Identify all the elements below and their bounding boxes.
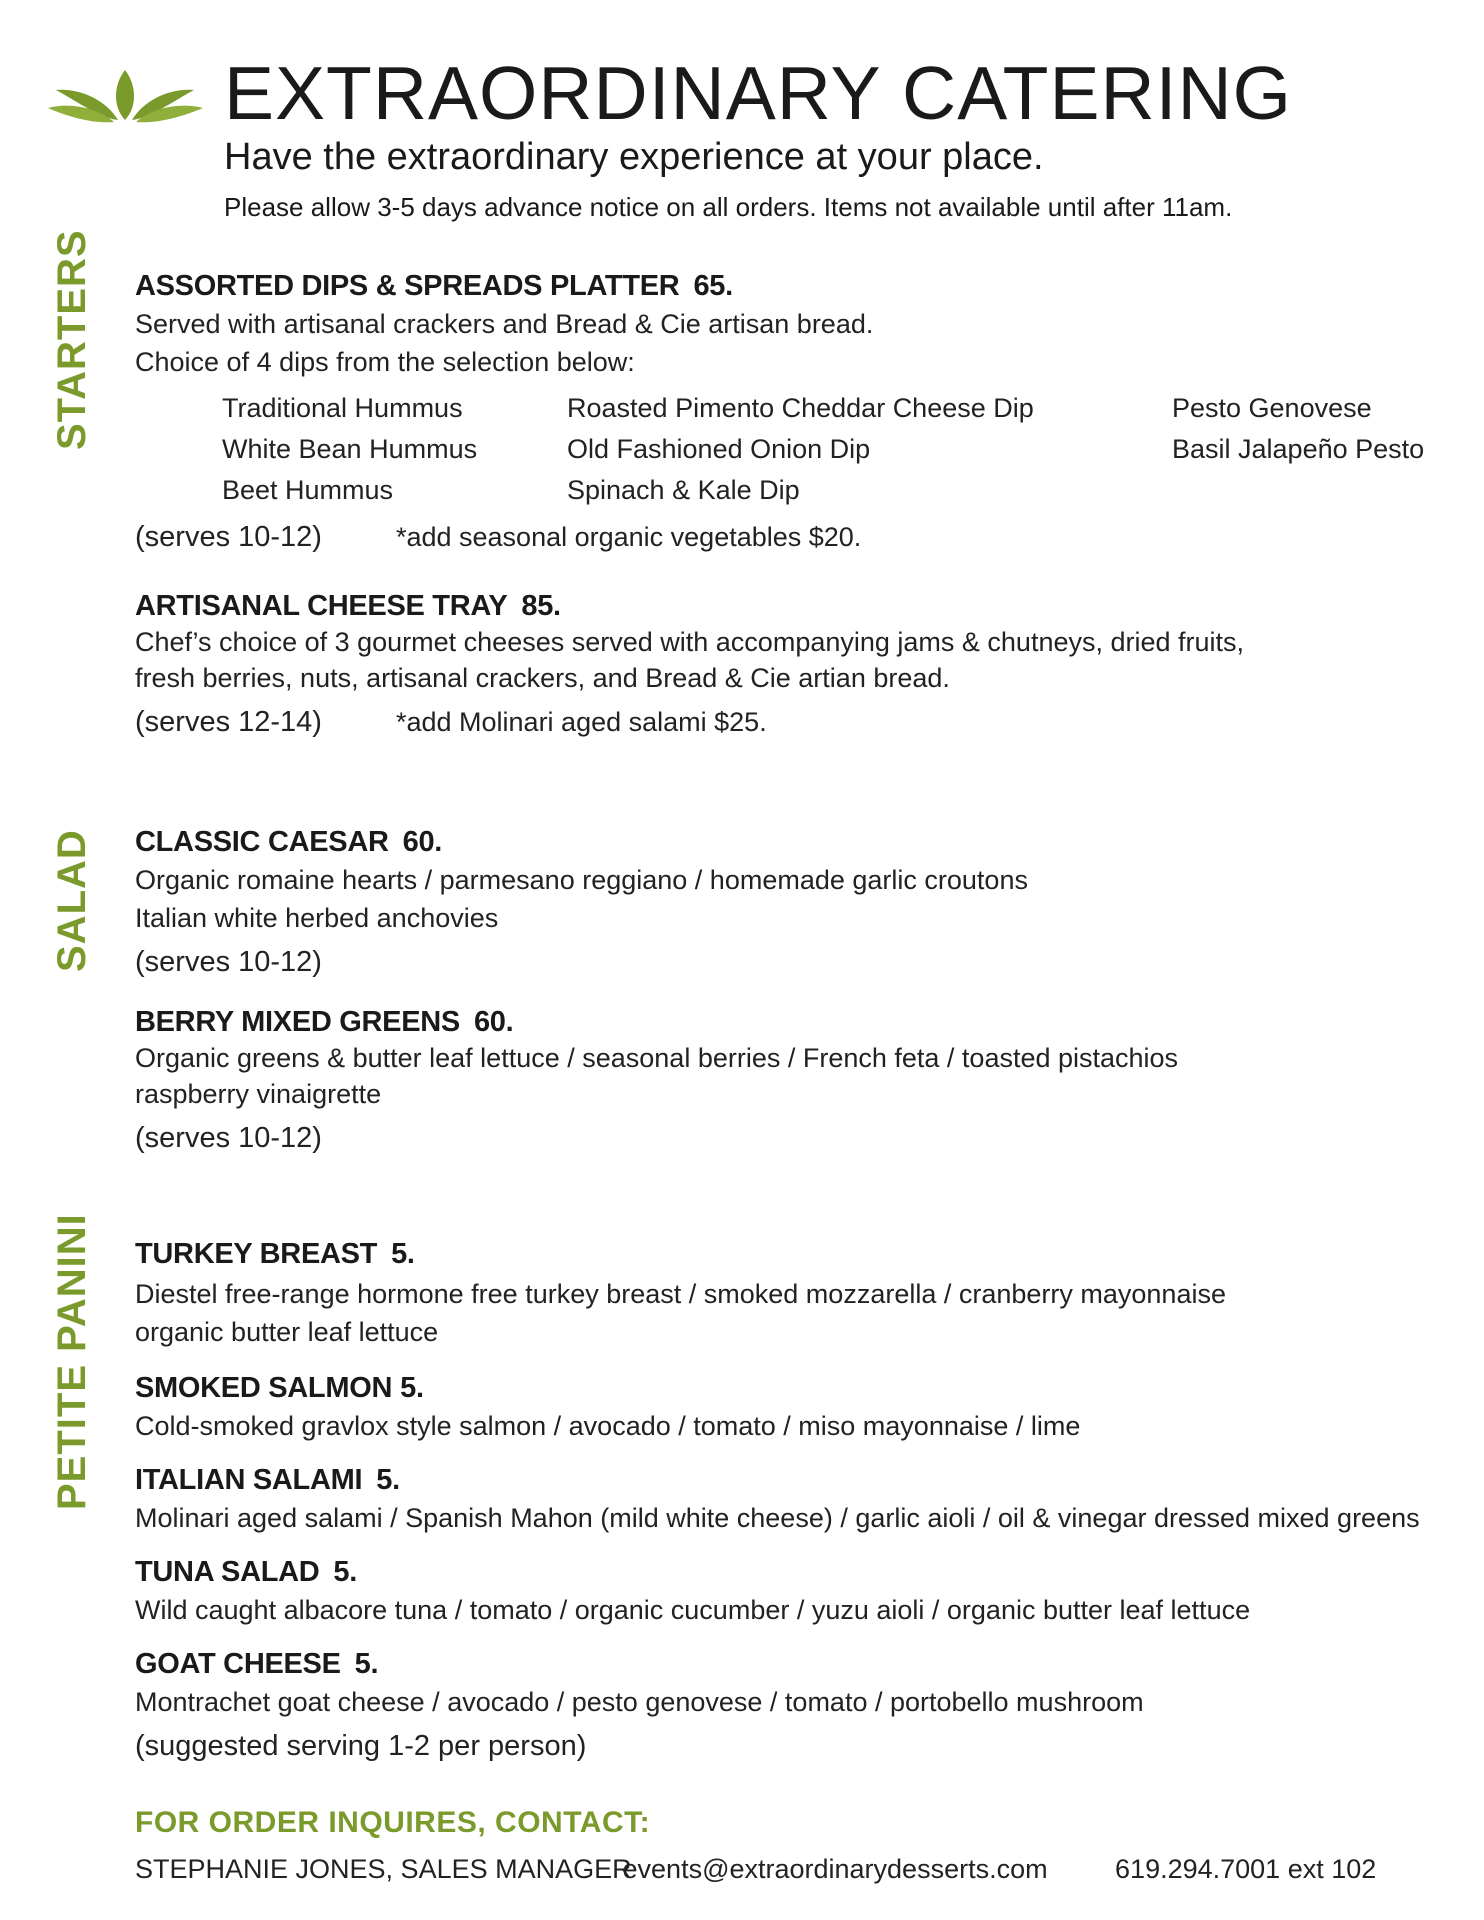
item-name: SMOKED SALMON [135,1372,393,1404]
item-price: 5. [376,1464,400,1496]
item-name: ARTISANAL CHEESE TRAY [135,590,508,622]
salami-item [135,1462,1455,1536]
item-name: GOAT CHEESE [135,1648,341,1680]
serves-count: (serves 10-12) [135,1122,322,1154]
item-price: 5. [333,1556,358,1588]
serves-count: (serves 12-14) [135,706,322,738]
turkey-item [135,1236,1455,1350]
item-title [135,824,1455,860]
item-description: raspberry vinaigrette [135,1079,382,1109]
item-name: CLASSIC CAESAR [135,826,389,858]
item-name: ASSORTED DIPS & SPREADS PLATTER [135,270,680,302]
item-price: 85. [521,590,561,622]
goat-cheese-item [135,1646,1455,1766]
page-title: EXTRAORDINARY CATERING [224,51,1293,135]
item-description: Wild caught albacore tuna / tomato / organic cucumber / yuzu aioli / organic butter leaf lettuce [135,1595,1251,1625]
serves-line [135,517,1455,557]
item-title [135,1236,1455,1272]
item-price: 60. [402,826,443,858]
cheese-tray-item [135,588,1455,742]
advance-notice: Please allow 3-5 days advance notice on all orders. Items not available until after 11am. [224,192,1233,222]
dip-option: Pesto Genovese [1172,393,1372,423]
item-price: 65. [693,270,733,302]
dip-option: Traditional Hummus [222,393,463,423]
tuna-item [135,1554,1455,1628]
item-description: Choice of 4 dips from the selection below: [135,347,635,377]
section-label-starters: STARTERS [50,229,94,450]
item-price: 5. [354,1648,379,1680]
addon-note: *add seasonal organic vegetables $20. [395,522,862,552]
tagline: Have the extraordinary experience at your place. [224,136,1044,178]
item-description: Diestel free-range hormone free turkey breast / smoked mozzarella / cranberry mayonnaise [135,1279,1226,1309]
item-description: Organic romaine hearts / parmesano reggiano / homemade garlic croutons [135,865,1028,895]
contact-email[interactable]: events@extraordinarydesserts.com [622,1854,1048,1884]
salmon-item [135,1370,1455,1444]
dip-selection-list [222,388,1455,511]
caesar-item [135,824,1455,982]
item-description: Cold-smoked gravlox style salmon / avocado / tomato / miso mayonnaise / lime [135,1411,1081,1441]
dip-option: White Bean Hummus [222,434,478,464]
section-label-salad: SALAD [50,829,94,972]
dip-option: Old Fashioned Onion Dip [567,434,871,464]
dip-option: Spinach & Kale Dip [567,475,800,505]
item-title [135,1462,1455,1498]
item-title [135,588,1455,624]
contact-row [135,1854,1376,1885]
item-description: Italian white herbed anchovies [135,903,499,933]
dip-option: Beet Hummus [222,475,394,505]
item-title [135,268,1455,304]
item-name: TURKEY BREAST [135,1238,378,1270]
item-description: Montrachet goat cheese / avocado / pesto genovese / tomato / portobello mushroom [135,1687,1144,1717]
item-description: Molinari aged salami / Spanish Mahon (mild white cheese) / garlic aioli / oil & vinegar dressed mixed greens [135,1503,1420,1533]
item-title [135,1004,1455,1040]
dips-platter-item [135,268,1455,557]
item-name: BERRY MIXED GREENS [135,1006,460,1038]
dip-option: Basil Jalapeño Pesto [1172,434,1425,464]
item-name: TUNA SALAD [135,1556,320,1588]
serves-count: (serves 10-12) [135,521,322,553]
serves-count: (serves 10-12) [135,946,322,978]
section-label-panini: PETITE PANINI [50,1213,94,1510]
berry-greens-item [135,1004,1455,1158]
item-description: Served with artisanal crackers and Bread & Cie artisan bread. [135,309,874,339]
item-description: fresh berries, nuts, artisanal crackers, and Bread & Cie artian bread. [135,663,950,693]
item-title [135,1554,1455,1590]
item-name: ITALIAN SALAMI [135,1464,363,1496]
contact-phone[interactable]: 619.294.7001 ext 102 [1115,1854,1377,1884]
item-title [135,1646,1455,1682]
item-price: 60. [473,1006,514,1038]
item-description: Chef’s choice of 3 gourmet cheeses served with accompanying jams & chutneys, dried fruits, [135,627,1245,657]
contact-heading: FOR ORDER INQUIRES, CONTACT: [135,1806,651,1839]
serving-note: (suggested serving 1-2 per person) [135,1730,587,1762]
item-price: 5. [400,1372,424,1404]
item-description: organic butter leaf lettuce [135,1317,439,1347]
leaf-logo-icon [48,62,203,124]
item-description: Organic greens & butter leaf lettuce / seasonal berries / French feta / toasted pistachios [135,1043,1179,1073]
addon-note: *add Molinari aged salami $25. [395,707,767,737]
item-price: 5. [391,1238,415,1270]
dip-option: Roasted Pimento Cheddar Cheese Dip [567,393,1034,423]
contact-name: STEPHANIE JONES, SALES MANAGER [135,1854,632,1884]
item-title [135,1370,1455,1406]
serves-line [135,702,1455,742]
